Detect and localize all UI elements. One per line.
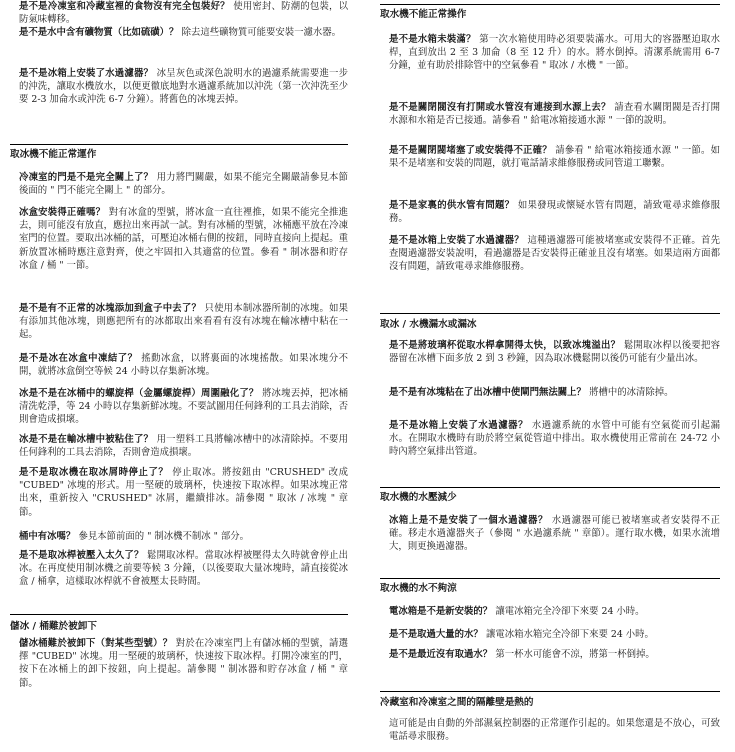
section-heading: 取水機不能正常操作 xyxy=(380,9,467,20)
question-lead: 是不是取冰機在取冰屑時停止了？ xyxy=(19,467,173,478)
section-heading: 取冰 / 水機漏水或漏冰 xyxy=(380,319,477,330)
answer-text: 這種過濾器可能被堵塞或安裝得不正確。首先查閱過濾器安裝說明，看過濾器是否安裝得正確並且沒有堵塞。如果這兩方面都沒有問題，請致電尋求維修服務。 xyxy=(389,235,720,273)
section-divider xyxy=(380,487,720,488)
section-divider xyxy=(380,313,720,314)
answer-text: 對有冰盒的型號，將冰盒一直往裡推，如果不能完全推進去，則可能沒有放直，應拉出來再試一試。對有冰桶的型號，冰桶應平放在冷凍室門的位置。要取出冰桶的話，可壓迫冰桶右側的按鈕，同時直接向上提起。重新放置冰桶時應注意對齊，使之牢固扣入其適當的位置。參看 " 制冰器和貯存冰盒 / 桶 " 一節。 xyxy=(19,207,348,271)
section-divider xyxy=(380,578,720,579)
question-lead: 是不是最近沒有取過水？ xyxy=(389,649,496,660)
troubleshoot-paragraph xyxy=(380,386,720,399)
answer-text: 冰呈灰色或深色說明水的過濾系統需要進一步的沖洗，讓取水機放水，以便更徹底地對水過濾系統加以沖洗（第一次沖洗至少要 2-3 加侖水或沖洗 6-7 分鐘）。將舊色的冰塊丟掉。 xyxy=(19,68,348,106)
answer-text: 鬆開取冰桿。當取冰桿被壓得太久時就會停止出冰。在再度使用制冰機之前要等候 3 分鐘，（以後要取大量冰塊時，請直接從冰盒 / 桶拿，這樣取冰桿就不會被壓太長時間。 xyxy=(19,550,348,588)
section-divider xyxy=(380,691,720,692)
section-heading: 取冰機不能正常運作 xyxy=(10,149,97,160)
section-heading: 取水機的水不夠涼 xyxy=(380,583,457,594)
answer-text: 請參看 " 給電冰箱接通水源 " 一節。如果不是堵塞和安裝的問題，就打電話請求維修服務或同管道工聯繫。 xyxy=(389,145,720,170)
troubleshoot-paragraph xyxy=(380,514,720,554)
answer-text: 這可能是由自動的外部濕氣控制器的正常運作引起的。如果您還是不放心，可致電話尋求服務。 xyxy=(389,718,720,743)
troubleshoot-paragraph xyxy=(380,101,720,127)
question-lead: 是不是取冰桿被壓入太久了？ xyxy=(19,550,148,561)
answer-text: 停止取冰。將按鈕由 "CRUSHED" 改成 "CUBED" 冰塊的形式。用一堅硬的玻璃杯，快速按下取冰桿。如果冰塊正常出來，重新按入 "CRUSHED" 冰屑，繼續排冰。請參閱 " 取冰 / 冰塊 " 章節。 xyxy=(19,467,348,518)
question-lead: 是不是水箱未裝滿？ xyxy=(389,34,480,45)
question-lead: 是不是冰箱上安裝了水過濾器？ xyxy=(389,420,532,431)
troubleshoot-paragraph xyxy=(380,199,720,225)
answer-text: 第一杯水可能會不涼，將第一杯倒掉。 xyxy=(495,649,655,660)
question-lead: 冰是不是在冰桶中的螺旋桿（金屬螺旋桿）周圍融化了？ xyxy=(19,388,262,399)
section-heading: 取水機的水壓減少 xyxy=(380,492,457,503)
question-lead: 儲冰桶難於被卸下（對某些型號）？ xyxy=(19,638,176,649)
troubleshoot-paragraph xyxy=(380,33,720,73)
troubleshoot-paragraph xyxy=(10,433,348,459)
answer-text: 對於在冷凍室門上有儲冰桶的型號，請選擇 "CUBED" 冰塊。用一堅硬的玻璃杯，快速按下取冰桿。打開冷凍室的門，按下在冰桶上的卸下按鈕，向上提起。請參閱 " 制冰器和貯存冰盒 / 桶 " 章節。 xyxy=(19,638,348,689)
answer-text: 用力將門關嚴，如果不能完全關嚴請參見本節後面的 " 門不能完全關上 " 的部分。 xyxy=(19,172,348,197)
answer-text: 如果發現或懷疑水管有問題，請致電尋求維修服務。 xyxy=(389,200,720,225)
answer-text: 用一塑料工具將輸冰槽中的冰清除掉。不要用任何鋒利的工具去消除，否則會造成損壞。 xyxy=(19,434,348,459)
troubleshoot-paragraph xyxy=(380,648,720,661)
troubleshoot-paragraph xyxy=(10,530,348,543)
answer-text: 讓電冰箱水箱完全冷卻下來要 24 小時。 xyxy=(486,629,654,640)
answer-text: 參見本節前面的 " 制冰機不制冰 " 部分。 xyxy=(78,531,250,542)
troubleshoot-paragraph xyxy=(10,0,348,26)
question-lead: 冰箱上是不是安裝了一個水過濾器？ xyxy=(389,515,552,526)
answer-text: 第一次水箱使用時必須要裝滿水。可用大的容器壓迫取水桿，直到放出 2 至 3 加侖（8 至 12 升）的水。將水倒掉。清潔系統需用 6-7 分鐘，並有助於排除管中的空氣參看 " 取冰 / 水機 " 一節。 xyxy=(389,34,720,72)
troubleshoot-paragraph xyxy=(380,717,720,743)
question-lead: 是不是有冰塊粘在了出冰槽中使閘門無法關上？ xyxy=(389,387,590,398)
troubleshoot-paragraph xyxy=(10,171,348,197)
answer-text: 讓電冰箱完全冷卻下來要 24 小時。 xyxy=(495,606,645,617)
section-heading: 冷藏室和冷凍室之間的隔離壁是熱的 xyxy=(380,697,534,708)
question-lead: 是不是冰箱上安裝了水過濾器？ xyxy=(389,235,528,246)
troubleshoot-paragraph xyxy=(10,549,348,589)
troubleshoot-paragraph xyxy=(10,466,348,519)
question-lead: 冰是不是在輸冰槽中被粘住了？ xyxy=(19,434,157,445)
troubleshoot-paragraph xyxy=(380,144,720,170)
question-lead: 是不是家裏的供水管有問題？ xyxy=(389,200,518,211)
answer-text: 水過濾系統的水管中可能有空氣從而引起漏水。在開取水機時有助於將空氣從管道中排出。取水機使用正常前在 24-72 小時內將空氣排出管道。 xyxy=(389,420,720,458)
troubleshoot-paragraph xyxy=(380,339,720,365)
section-divider xyxy=(10,614,348,615)
question-lead: 是不是關閉閥沒有打開或水管沒有連接到水源上去？ xyxy=(389,102,615,113)
answer-text: 水過濾器可能已被堵塞或者安裝得不正確。移走水過濾器夾子（參閱 " 水過濾系統 " 章節）。運行取水機，如果水流增大，則更換過濾器。 xyxy=(389,515,720,553)
question-lead: 是不是冰箱上安裝了水過濾器？ xyxy=(19,68,157,79)
troubleshoot-paragraph xyxy=(10,67,348,107)
troubleshoot-paragraph xyxy=(10,387,348,427)
troubleshoot-paragraph xyxy=(380,605,720,618)
answer-text: 鬆開取冰桿以後要把容器留在冰槽下面多放 2 到 3 秒鐘，因為取冰機鬆開以後仍可能有少量出冰。 xyxy=(389,340,720,365)
question-lead: 冷凍室的門是不是完全關上了？ xyxy=(19,172,157,183)
answer-text: 搖動冰盒，以將裏面的冰塊搖散。如果冰塊分不開，就將冰盒倒空等候 24 小時以存集新冰塊。 xyxy=(19,353,349,378)
question-lead: 是不是冷凍室和冷藏室裡的食物沒有完全包裝好？ xyxy=(19,1,234,12)
question-lead: 是不是冰在冰盒中凍結了？ xyxy=(19,353,142,364)
section-divider xyxy=(380,4,720,5)
troubleshoot-paragraph xyxy=(10,352,348,378)
answer-text: 使用密封、防潮的包裝，以防氣味轉移。 xyxy=(19,1,348,26)
answer-text: 請查看水關閉閥是否打開水源和水箱是否已接通。請參看 " 給電冰箱接通水源 " 一節的說明。 xyxy=(389,102,720,127)
answer-text: 只使用本制冰器所制的冰塊。如果有添加其他冰塊，則應把所有的冰都取出來看看有沒有冰塊在輸冰槽中粘在一起。 xyxy=(19,303,348,341)
question-lead: 桶中有冰嗎？ xyxy=(19,531,79,542)
question-lead: 是不是水中含有礦物質（比如硫磺）？ xyxy=(19,27,182,38)
troubleshoot-paragraph xyxy=(380,234,720,274)
question-lead: 冰盒安裝得正確嗎？ xyxy=(19,207,109,218)
troubleshoot-paragraph xyxy=(10,206,348,272)
answer-text: 將冰塊丟掉，把冰桶清洗乾淨，等 24 小時以存集新鮮冰塊。不要試圖用任何鋒利的工具去消除，否則會造成損壞。 xyxy=(19,388,348,426)
section-divider xyxy=(10,144,348,145)
answer-text: 將槽中的冰清除掉。 xyxy=(589,387,674,398)
troubleshoot-paragraph xyxy=(10,637,348,690)
troubleshoot-paragraph xyxy=(380,628,720,641)
troubleshoot-paragraph xyxy=(380,419,720,459)
section-heading: 儲冰 / 桶難於被卸下 xyxy=(10,621,97,632)
question-lead: 是不是有不正常的冰塊添加到盒子中去了？ xyxy=(19,303,205,314)
answer-text: 除去這些礦物質可能要安裝一濾水器。 xyxy=(181,27,342,38)
troubleshoot-paragraph xyxy=(10,26,348,39)
question-lead: 是不是取過大量的水？ xyxy=(389,629,487,640)
question-lead: 電冰箱是不是新安裝的？ xyxy=(389,606,496,617)
question-lead: 是不是將玻璃杯從取水桿拿開得太快，以致冰塊溢出？ xyxy=(389,340,624,351)
troubleshoot-paragraph xyxy=(10,302,348,342)
question-lead: 是不是關閉閥堵塞了或安裝得不正確？ xyxy=(389,145,556,156)
